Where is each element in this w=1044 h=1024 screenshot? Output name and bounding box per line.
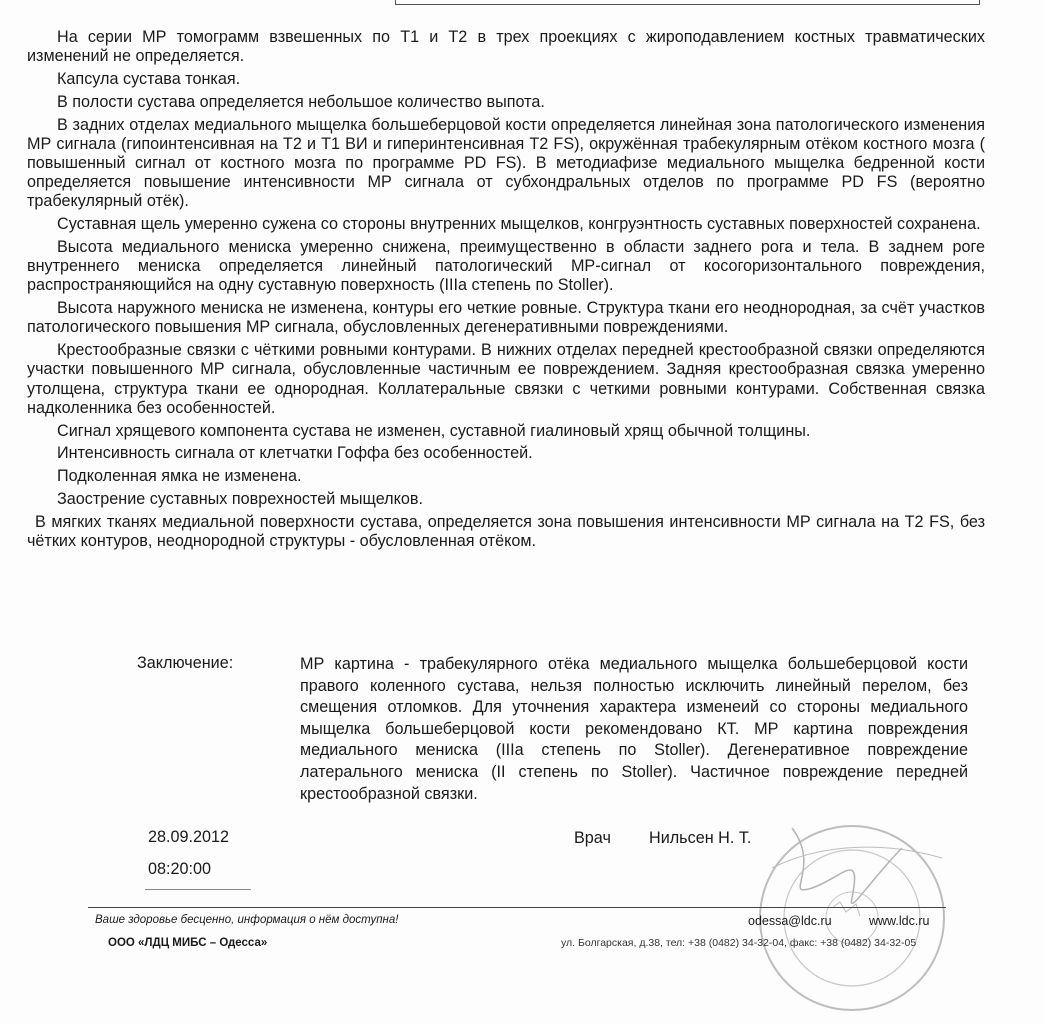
conclusion-label: Заключение: [137,654,234,672]
footer-divider [88,907,946,908]
footer-address: ул. Болгарская, д.38, тел: +38 (0482) 34-32-04, факс: +38 (0482) 34-32-05 [561,937,917,949]
report-paragraph: Интенсивность сигнала от клетчатки Гоффа без особенностей. [57,444,533,463]
report-paragraph: Капсула сустава тонкая. [57,70,241,88]
report-paragraph: Крестообразные связки с чёткими ровными контурами. В нижних отделах передней крестообразной связки определяются участки повышенного МР сигнала, обусловленные частичным ее повреждением. Задняя крестообразная связка умеренно утолщена, структура ткани ее однородная. Коллатеральные связки с четкими ровными контурами. Собственная связка надколенника без особенностей. [27,341,985,417]
report-body [27,28,985,555]
footer-email-link[interactable]: odessa@ldc.ru [748,914,832,928]
footer-website-link[interactable]: www.ldc.ru [869,914,930,928]
doctor-label: Врач [574,829,611,847]
report-paragraph: Суставная щель умеренно сужена со стороны внутренних мыщелков, конгруэнтность суставных поверхностей сохранена. [57,215,981,234]
report-paragraph: Высота медиального мениска умеренно снижена, преимущественно в области заднего рога и тела. В заднем роге внутреннего мениска определяется линейный патологический МР-сигнал от косогоризонтального повреждения, распространяющийся на одну суставную поверхность (IIIa степень по Stoller). [27,238,985,295]
report-paragraph: В полости сустава определяется небольшое количество выпота. [57,92,545,111]
report-paragraph: В задних отделах медиального мыщелка большеберцовой кости определяется линейная зона патологического изменения МР сигнала (гипоинтенсивная на Т2 и Т1 ВИ и гиперинтенсивная Т2 FS), окружённая трабекулярным отёком костного мозга ( повышенный сигнал от костного мозга по программе PD FS). В методиафизе медиального мыщелка бедренной кости определяется повышение интенсивности МР сигнала от субхондральных отделов по программе PD FS (вероятно трабекулярный отёк). [27,115,985,211]
report-paragraph: Сигнал хрящевого компонента сустава не изменен, суставной гиалиновый хрящ обычной толщины. [57,421,811,440]
date-underline [145,889,251,890]
footer-slogan: Ваше здоровье бесценно, информация о нём доступна! [95,914,399,926]
footer-company: ООО «ЛДЦ МИБС – Одесса» [108,937,268,949]
header-frame-edge [395,0,980,5]
report-time: 08:20:00 [148,860,212,878]
report-paragraph: Заострение суставных поврехностей мыщелков. [57,490,423,508]
conclusion-text: МР картина - трабекулярного отёка медиального мыщелка большеберцовой кости правого коленного сустава, нельзя полностью исключить линейный перелом, без смещения отломков. Для уточнения характера изменеий со стороны медиального мыщелка большеберцовой кости рекомендовано КТ. МР картина повреждения медиального мениска (IIIa степень по Stoller). Дегенеративное повреждение латерального мениска (II степень по Stoller). Частичное повреждение передней крестообразной связки. [300,655,968,803]
report-paragraph: Высота наружного мениска не изменена, контуры его четкие ровные. Структура ткани его неоднородная, за счёт участков патологического повышения МР сигнала, обусловленных дегенеративными повреждениями. [27,299,985,337]
report-paragraph: На серии МР томограмм взвешенных по Т1 и Т2 в трех проекциях с жироподавлением костных травматических изменений не определяется. [27,28,985,66]
report-paragraph: В мягких тканях медиальной поверхности сустава, определяется зона повышения интенсивности МР сигнала на Т2 FS, без чётких контуров, неоднородной структуры - обусловленная отёком. [27,512,985,550]
doctor-name: Нильсен Н. Т. [649,829,752,847]
doctor-stamp [752,808,952,1018]
report-date: 28.09.2012 [148,828,230,846]
report-paragraph: Подколенная ямка не изменена. [57,467,302,486]
